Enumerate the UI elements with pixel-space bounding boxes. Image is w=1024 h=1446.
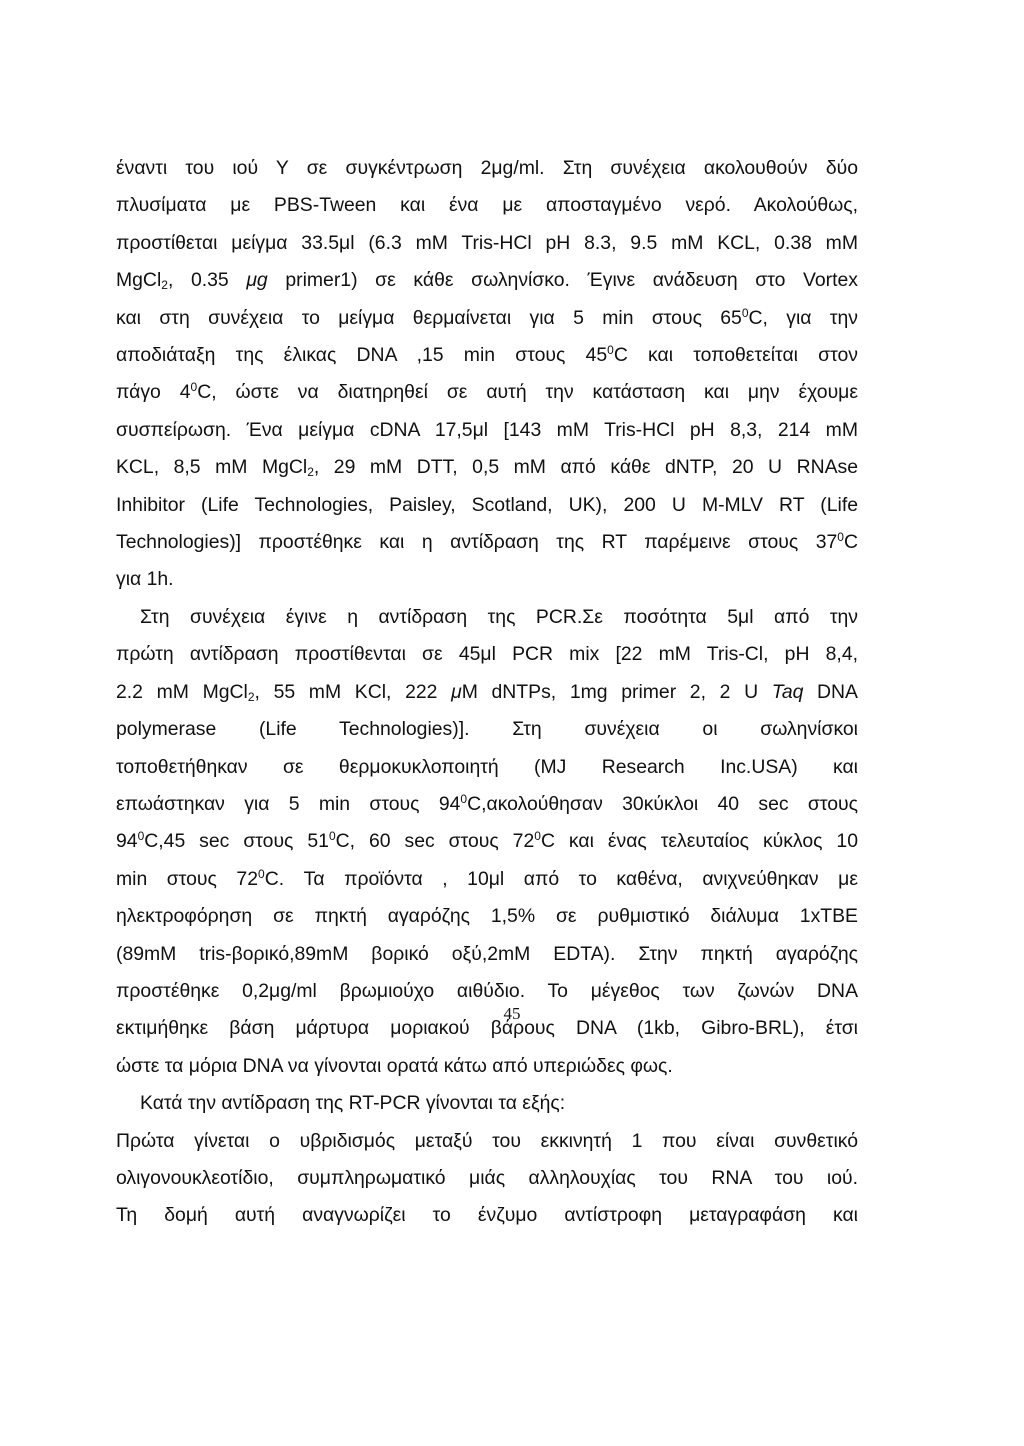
body-text bbox=[116, 150, 858, 1235]
text-line: Inhibitor (Life Technologies, Paisley, Scotland, UK), 200 U M-MLV RT (Life bbox=[116, 493, 858, 516]
text-line: KCL, 8,5 mM MgCl$_2$, 29 mM DTT, 0,5 mM από κάθε dNTP, 20 U RNAse bbox=[116, 456, 858, 480]
text-line: ολιγονουκλεοτίδιο, συμπληρωματικό μιάς αλληλουχίας του RNA του ιού. bbox=[116, 1166, 858, 1189]
text-line: min στους $72^0C$. Τα προϊόντα , 10μl από το καθένα, ανιχνεύθηκαν με bbox=[116, 866, 858, 890]
text-line: $94^0C,45$ sec στους $51^0C$, 60 sec στους $72^0C$ και ένας τελευταίος κύκλος 10 bbox=[116, 829, 859, 853]
text-line: ώστε τα μόρια DNA να γίνονται ορατά κάτω από υπεριώδες φως. bbox=[116, 1054, 673, 1077]
paragraph bbox=[116, 1085, 858, 1122]
text-line: Τη δομή αυτή αναγνωρίζει το ένζυμο αντίστροφη μεταγραφάση και bbox=[116, 1204, 858, 1227]
text-line: για 1h. bbox=[116, 568, 174, 591]
text-line: αποδιάταξη της έλικας DNA ,15 min στους $45^0C$ και τοποθετείται στον bbox=[116, 343, 859, 367]
text-line: Κατά την αντίδραση της RT-PCR γίνονται τα εξής: bbox=[140, 1092, 566, 1115]
paragraph bbox=[116, 150, 858, 599]
text-line: Πρώτα γίνεται ο υβριδισμός μεταξύ του εκκινητή 1 που είναι συνθετικό bbox=[116, 1129, 858, 1152]
text-line: προστίθεται μείγμα 33.5μl (6.3 mM Tris-HCl pH 8.3, 9.5 mM KCL, 0.38 mM bbox=[116, 231, 858, 254]
text-line: τοποθετήθηκαν σε θερμοκυκλοποιητή (MJ Research Inc.USA) και bbox=[116, 755, 858, 778]
text-line: ηλεκτροφόρηση σε πηκτή αγαρόζης 1,5% σε ρυθμιστικό διάλυμα 1xTBE bbox=[116, 905, 858, 928]
text-line: πάγο $4^0C$, ώστε να διατηρηθεί σε αυτή την κατάσταση και μην έχουμε bbox=[116, 380, 858, 404]
text-line: polymerase (Life Technologies)]. Στη συνέχεια οι σωληνίσκοι bbox=[116, 718, 858, 741]
text-line: προστέθηκε 0,2μg/ml βρωμιούχο αιθύδιο. Το μέγεθος των ζωνών DNA bbox=[116, 979, 858, 1002]
text-line: πλυσίματα με PBS-Tween και ένα με αποσταγμένο νερό. Ακολούθως, bbox=[116, 194, 858, 217]
text-line: συσπείρωση. Ένα μείγμα cDNA 17,5μl [143 mM Tris-HCl pH 8,3, 214 mM bbox=[116, 418, 858, 441]
text-line: εκτιμήθηκε βάση μάρτυρα μοριακού βάρους DNA (1kb, Gibro-BRL), έτσι bbox=[116, 1017, 858, 1040]
text-line: (89mM tris-βορικό,89mM βορικό οξύ,2mM EDTA). Στην πηκτή αγαρόζης bbox=[116, 942, 858, 965]
text-line: και στη συνέχεια το μείγμα θερμαίνεται για 5 min στους $65^0C$, για την bbox=[116, 305, 858, 329]
text-line: 2.2 mM MgCl$_2$, 55 mM KCl, 222 μM dNTPs, 1mg primer 2, 2 U Taq DNA bbox=[116, 680, 858, 704]
text-line: πρώτη αντίδραση προστίθενται σε 45μl PCR mix [22 mM Tris-Cl, pH 8,4, bbox=[116, 643, 858, 666]
text-line: Στη συνέχεια έγινε η αντίδραση της PCR.Σε ποσότητα 5μl από την bbox=[140, 605, 858, 628]
page-number: 45 bbox=[503, 1004, 521, 1023]
text-line: Technologies)] προστέθηκε και η αντίδραση της RT παρέμεινε στους $37^0C$ bbox=[116, 530, 858, 554]
text-line: επωάστηκαν για 5 min στους $94^0C,\alpha\kappa o\lambda oύ\theta\eta\sigma\alpha\nu$ 30κύκλοι 40 sec στους bbox=[116, 791, 858, 815]
text-line: έναντι του ιού Υ σε συγκέντρωση 2μg/ml. Στη συνέχεια ακολουθούν δύο bbox=[116, 157, 859, 179]
paragraph bbox=[116, 1123, 858, 1235]
text-line: MgCl$_2$, 0.35 μg primer1) σε κάθε σωληνίσκο. Έγινε ανάδευση στο Vortex bbox=[116, 269, 858, 293]
